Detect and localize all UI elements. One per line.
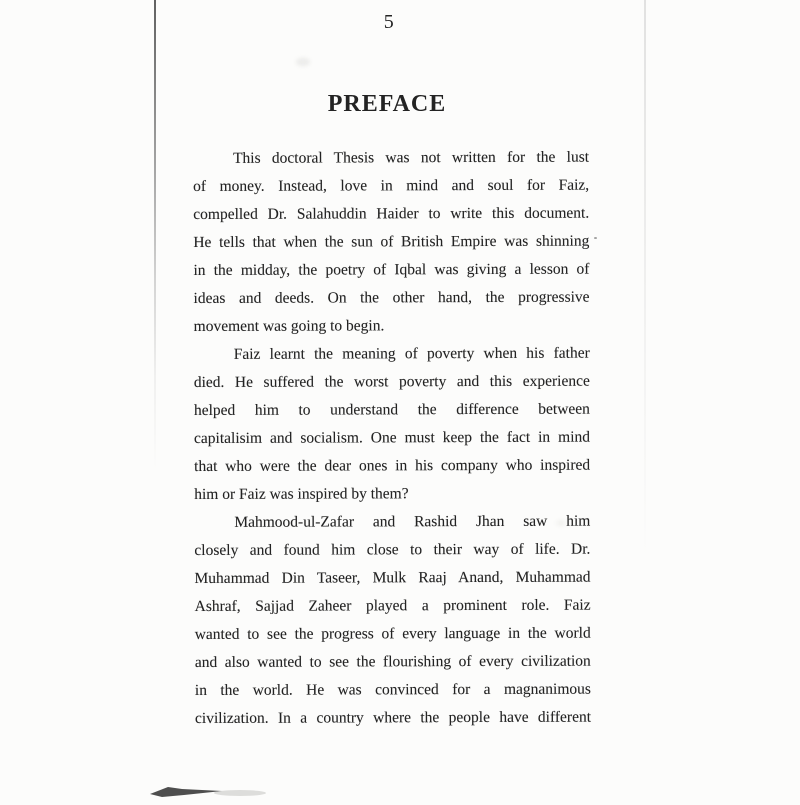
text-line: Ashraf, Sajjad Zaheer played a prominent role. Faiz (194, 596, 591, 615)
text-line: Muhammad Din Taseer, Mulk Raaj Anand, Muhammad (194, 568, 591, 587)
text-line: and also wanted to see the flourishing of every civilization (194, 652, 591, 671)
text-line: in the midday, the poetry of Iqbal was giving a lesson of (193, 260, 590, 279)
scan-speck (296, 58, 310, 66)
page-number: 5 (383, 11, 395, 33)
text-line: that who were the dear ones in his company who inspired (194, 456, 591, 475)
text-line: him or Faiz was inspired by them? (194, 485, 409, 503)
scan-speck (594, 237, 597, 239)
page-fold-line (154, 0, 156, 470)
page-body (193, 144, 591, 733)
text-line: of money. Instead, love in mind and soul for Faiz, (193, 176, 590, 195)
text-line: This doctoral Thesis was not written for the lust (233, 148, 590, 167)
text-line: died. He suffered the worst poverty and this experience (193, 372, 590, 391)
text-line: civilization. In a country where the people have different (194, 708, 592, 727)
text-line: capitalisim and socialism. One must keep the fact in mind (193, 428, 591, 447)
body-paragraph (193, 144, 590, 341)
body-paragraph (194, 340, 591, 509)
chapter-heading: PREFACE (327, 91, 447, 117)
text-line: in the world. He was convinced for a magnanimous (194, 680, 591, 699)
text-line: He tells that when the sun of British Empire was shinning (193, 232, 590, 251)
body-paragraph (194, 508, 591, 733)
page-edge-line (644, 0, 646, 560)
text-line: helped him to understand the difference between (193, 400, 590, 419)
text-line: closely and found him close to their way of life. Dr. (194, 540, 591, 559)
text-line: compelled Dr. Salahuddin Haider to write this document. (193, 204, 590, 223)
scan-smudge (148, 786, 278, 800)
text-line: wanted to see the progress of every language in the world (194, 624, 591, 643)
text-line: Faiz learnt the meaning of poverty when his father (233, 344, 590, 363)
text-line: ideas and deeds. On the other hand, the progressive (193, 288, 590, 307)
text-line: Mahmood-ul-Zafar and Rashid Jhan saw him (234, 512, 591, 531)
text-line: movement was going to begin. (193, 317, 385, 335)
